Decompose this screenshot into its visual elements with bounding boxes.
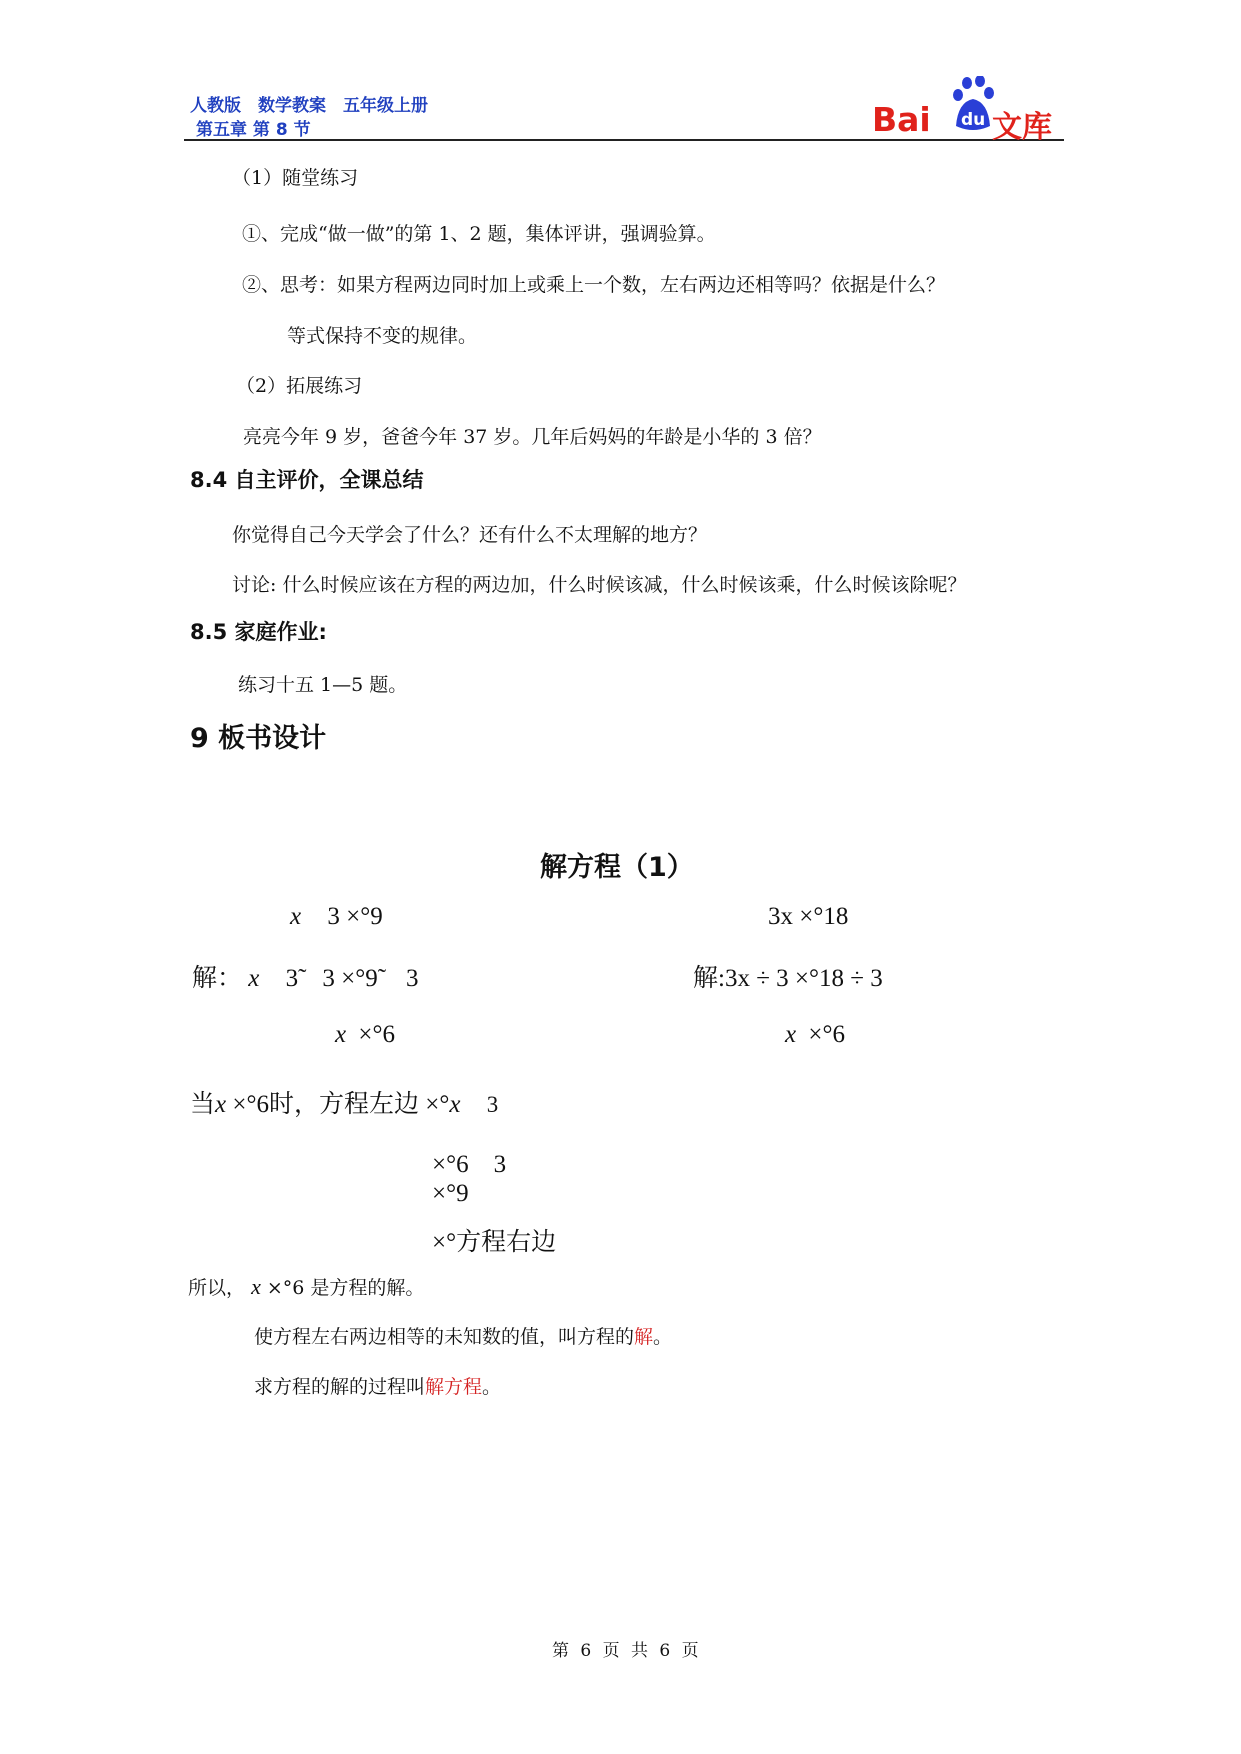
left-result: [335, 1021, 395, 1049]
definition-1-keyword: 解: [634, 1326, 654, 1348]
conclusion-line: [188, 1273, 424, 1300]
check-line-3: ×°9: [432, 1180, 469, 1207]
definition-1-end: 。: [653, 1326, 673, 1348]
board-title: 解方程（1）: [540, 852, 694, 883]
section-8-5-title: 8.5 家庭作业:: [190, 620, 327, 644]
variable-x: x: [449, 1091, 461, 1118]
practice-heading-2: （2）拓展练习: [236, 375, 363, 397]
definition-1-text: 使方程左右两边相等的未知数的值，叫方程的: [254, 1326, 635, 1348]
practice-heading-1: （1）随堂练习: [232, 167, 359, 189]
check-line-1: [190, 1084, 498, 1120]
definition-1: [254, 1322, 672, 1349]
variable-x: x: [251, 1274, 261, 1299]
check-line-1-b: ×°6时，方程左边 ×°: [232, 1091, 450, 1118]
header-line-2: 第五章 第 8 节: [196, 120, 311, 140]
variable-x: x: [215, 1091, 227, 1118]
header-line-1: 人教版 数学教案 五年级上册: [190, 96, 428, 116]
definition-2-keyword: 解方程: [425, 1376, 483, 1398]
variable-x: x: [785, 1021, 797, 1048]
practice-item-2: ②、思考：如果方程两边同时加上或乘上一个数，左右两边还相等吗？依据是什么？: [242, 274, 946, 296]
variable-x: x: [290, 903, 302, 930]
right-result-rest: ×°6: [808, 1021, 845, 1048]
logo-text-wenku: 文库: [992, 110, 1052, 145]
right-result: [785, 1021, 845, 1049]
section-8-4-p2: 讨论: 什么时候应该在方程的两边加，什么时候该减，什么时候该乘，什么时候该除呢？: [232, 574, 967, 596]
definition-2: [254, 1372, 501, 1399]
left-solution-mid: 3̃: [285, 965, 299, 992]
variable-x: x: [335, 1021, 347, 1048]
conclusion-b: ×°6 是方程的解。: [266, 1277, 425, 1299]
practice-item-2-answer: 等式保持不变的规律。: [287, 325, 478, 347]
practice-item-1: ①、完成“做一做”的第 1、2 题，集体评讲，强调验算。: [242, 223, 716, 245]
check-line-2: ×°6 3: [432, 1151, 507, 1178]
section-8-4-p1: 你觉得自己今天学会了什么？还有什么不太理解的地方？: [232, 524, 708, 546]
left-equation-rest: 3 ×°9: [327, 903, 383, 930]
left-result-rest: ×°6: [358, 1021, 395, 1048]
section-9-title: 9 板书设计: [190, 723, 327, 754]
check-line-4: ×°方程右边: [432, 1229, 557, 1256]
definition-2-text: 求方程的解的过程叫: [254, 1376, 426, 1398]
right-solution-line: 解:3x ÷ 3 ×°18 ÷ 3: [693, 965, 883, 992]
variable-x: x: [248, 965, 260, 992]
right-equation: 3x ×°18: [768, 903, 849, 930]
conclusion-a: 所以，: [188, 1277, 246, 1299]
left-solution-end: 3: [405, 965, 419, 992]
check-line-1-a: 当: [190, 1091, 216, 1118]
logo-text-bai: Bai: [872, 100, 931, 139]
section-8-4-title: 8.4 自主评价，全课总结: [190, 468, 424, 492]
check-line-1-c: 3: [486, 1092, 499, 1117]
logo-text-du: du: [961, 110, 986, 130]
page-number: 第 6 页 共 6 页: [552, 1641, 702, 1661]
section-8-5-p1: 练习十五 1—5 题。: [238, 674, 408, 696]
header-divider: [184, 139, 1064, 141]
left-solution-rest: 3 ×°9̃: [322, 965, 378, 992]
extend-question: 亮亮今年 9 岁，爸爸今年 37 岁。几年后妈妈的年龄是小华的 3 倍？: [243, 426, 822, 448]
baidu-wenku-logo: [872, 76, 1057, 145]
left-solution-line: [192, 958, 418, 994]
definition-2-end: 。: [482, 1376, 502, 1398]
left-equation: [290, 903, 383, 931]
solution-label: 解：: [192, 965, 243, 992]
